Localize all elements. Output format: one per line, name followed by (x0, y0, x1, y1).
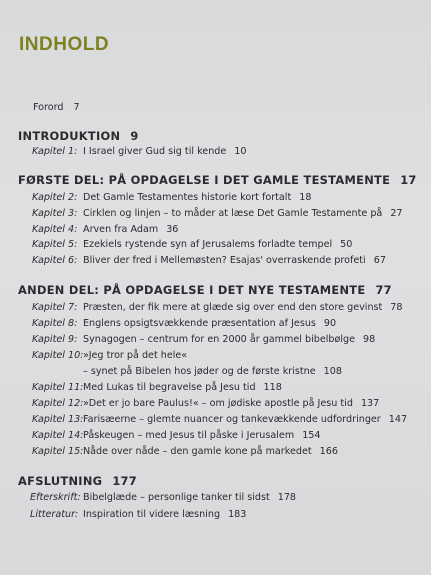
entry-text-wrap (83, 334, 375, 346)
entry-text-wrap (83, 509, 246, 521)
chapter-label: Kapitel 13: (32, 414, 84, 425)
entry-page: 154 (302, 430, 321, 441)
entry-text-wrap (83, 208, 403, 220)
entry-page: 108 (323, 366, 342, 377)
entry-text: I Israel giver Gud sig til kende (83, 146, 227, 157)
entry-page: 183 (228, 509, 247, 520)
entry-text-wrap (83, 366, 342, 378)
entry-text-wrap (83, 398, 379, 410)
chapter-label: Kapitel 11: (32, 382, 84, 393)
entry-text-wrap (83, 255, 386, 267)
entry-text: Farisæerne – glemte nuancer og tankevækkende udfordringer (83, 414, 381, 425)
section-page: 77 (375, 283, 392, 297)
entry-page: 10 (234, 146, 247, 157)
entry-page: 18 (299, 192, 312, 203)
entry-text-wrap (83, 192, 311, 204)
section-heading (18, 474, 137, 488)
entry-text: Ezekiels rystende syn af Jerusalems forladte tempel (83, 239, 333, 250)
entry-text-wrap (83, 414, 407, 426)
section-heading (18, 283, 392, 297)
entry-text: Nåde over nåde – den gamle kone på markedet (83, 446, 312, 457)
entry-text-wrap (83, 492, 296, 504)
entry-page: 27 (390, 208, 403, 219)
entry-text-wrap (83, 146, 246, 158)
entry-text: »Jeg tror på det hele« (83, 350, 188, 361)
entry-text: Inspiration til videre læsning (83, 509, 221, 520)
entry-text: Arven fra Adam (83, 224, 159, 235)
toc-entry-forord (33, 102, 80, 113)
page-title: INDHOLD (19, 34, 110, 55)
section-page: 17 (400, 173, 417, 187)
entry-text: – synet på Bibelen hos jøder og de første kristne (83, 366, 316, 377)
entry-page: 36 (166, 224, 179, 235)
section-title: ANDEN DEL: PÅ OPDAGELSE I DET NYE TESTAMENTE (18, 283, 366, 297)
entry-text-wrap (83, 430, 321, 442)
entry-page: 166 (319, 446, 338, 457)
entry-text-wrap (83, 350, 187, 362)
entry-text: Med Lukas til begravelse på Jesu tid (83, 382, 256, 393)
entry-text-wrap (83, 224, 178, 236)
chapter-label: Efterskrift: (30, 492, 81, 503)
entry-text: Det Gamle Testamentes historie kort fortalt (83, 192, 292, 203)
entry-page: 137 (360, 398, 380, 409)
entry-text: Bliver der fred i Mellemøsten? Esajas' overraskende profeti (83, 255, 366, 266)
chapter-label: Kapitel 7: (32, 302, 78, 313)
chapter-label: Kapitel 4: (32, 224, 78, 235)
entry-text-wrap (83, 239, 352, 251)
chapter-label: Kapitel 10: (32, 350, 84, 361)
chapter-label: Kapitel 5: (32, 239, 78, 250)
section-page: 9 (130, 129, 139, 143)
entry-page: 78 (390, 302, 403, 313)
entry-page: 147 (388, 414, 408, 425)
chapter-label: Kapitel 2: (32, 192, 78, 203)
entry-text: Englens opsigtsvækkende præsentation af Jesus (83, 318, 316, 329)
chapter-label: Kapitel 9: (32, 334, 78, 345)
entry-text: Præsten, der fik mere at glæde sig over end den store gevinst (83, 302, 383, 313)
entry-text: Cirklen og linjen – to måder at læse Det Gamle Testamente på (83, 208, 383, 219)
entry-page: 178 (277, 492, 297, 503)
chapter-label: Kapitel 15: (32, 446, 84, 457)
entry-page: 90 (323, 318, 337, 329)
entry-text: Synagogen – centrum for en 2000 år gammel bibelbølge (83, 334, 356, 345)
entry-page: 67 (373, 255, 386, 266)
section-title: FØRSTE DEL: PÅ OPDAGELSE I DET GAMLE TESTAMENTE (18, 173, 391, 187)
entry-text: Påskeugen – med Jesus til påske i Jerusalem (83, 430, 295, 441)
entry-page: 7 (73, 102, 80, 113)
entry-text: »Det er jo bare Paulus!« – om jødiske apostle på Jesu tid (83, 398, 353, 409)
entry-text: Bibelglæde – personlige tanker til sidst (83, 492, 270, 503)
chapter-label: Kapitel 8: (32, 318, 78, 329)
entry-text-wrap (83, 446, 338, 458)
chapter-label: Kapitel 12: (32, 398, 84, 409)
entry-text: Forord (33, 102, 64, 113)
section-title: AFSLUTNING (18, 474, 103, 488)
chapter-label: Kapitel 6: (32, 255, 78, 266)
entry-page: 50 (340, 239, 353, 250)
chapter-label: Kapitel 1: (32, 146, 78, 157)
section-page: 177 (112, 474, 138, 488)
entry-page: 98 (363, 334, 376, 345)
section-heading (18, 173, 417, 187)
entry-text-wrap (83, 382, 282, 394)
entry-text-wrap (83, 302, 403, 314)
entry-page: 118 (263, 382, 282, 393)
chapter-label: Kapitel 14: (32, 430, 84, 441)
chapter-label: Kapitel 3: (32, 208, 78, 219)
entry-text-wrap (83, 318, 336, 330)
section-title: INTRODUKTION (18, 129, 121, 143)
chapter-label: Litteratur: (30, 509, 79, 520)
section-heading (18, 129, 139, 143)
